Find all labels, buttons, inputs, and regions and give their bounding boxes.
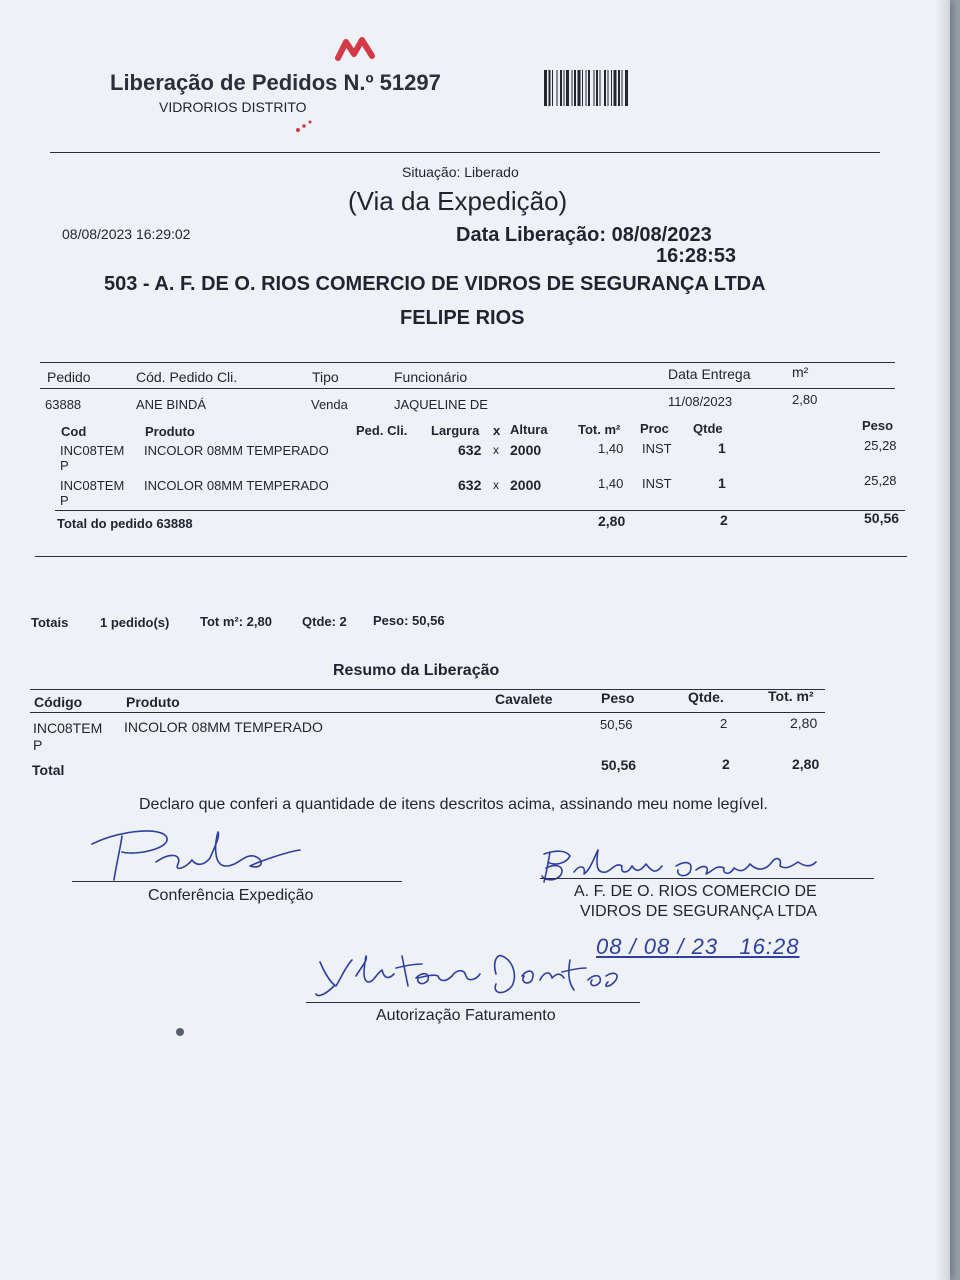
resumo-produto: INCOLOR 08MM TEMPERADO [124, 719, 323, 735]
order-data-entrega: 11/08/2023 [668, 394, 733, 409]
item-largura: 632 [458, 442, 482, 458]
item-col-tot-m2: Tot. m² [578, 422, 621, 437]
item-proc: INST [642, 441, 672, 456]
red-dots-icon [294, 118, 316, 134]
red-mark-icon [334, 36, 376, 62]
declaration-text: Declaro que conferi a quantidade de itens descritos acima, assinando meu nome legível. [139, 796, 768, 813]
resumo-col-cavalete: Cavalete [495, 691, 553, 707]
item-col-produto: Produto [145, 424, 195, 439]
situacao-label: Situação: Liberado [402, 164, 519, 180]
item-tot-m2: 1,40 [598, 441, 624, 456]
item-col-cod: Cod [61, 424, 87, 439]
signature-client-icon [536, 842, 836, 886]
order-pedido: 63888 [45, 397, 82, 412]
autorizacao-label: Autorização Faturamento [376, 1007, 556, 1024]
col-data-entrega: Data Entrega [668, 366, 751, 382]
item-produto: INCOLOR 08MM TEMPERADO [144, 478, 329, 493]
resumo-col-tot-m2: Tot. m² [768, 688, 814, 704]
item-col-peso: Peso [862, 418, 894, 433]
item-col-qtde: Qtde [693, 421, 723, 436]
order-total-label: Total do pedido 63888 [57, 516, 193, 531]
order-m2: 2,80 [792, 392, 818, 407]
data-liberacao: Data Liberação: 08/08/2023 [456, 224, 712, 246]
company-name: VIDRORIOS DISTRITO [159, 99, 307, 115]
item-col-proc: Proc [640, 421, 669, 436]
resumo-tot-m2: 2,80 [790, 715, 818, 731]
via-label: (Via da Expedição) [348, 186, 568, 216]
resumo-col-qtde: Qtde. [688, 689, 724, 705]
item-peso: 25,28 [864, 473, 897, 488]
item-cod: INC08TEM [60, 443, 125, 458]
item-altura: 2000 [510, 477, 542, 493]
order-cod-pedido-cli: ANE BINDÁ [136, 397, 207, 412]
item-qtde: 1 [718, 440, 726, 456]
resumo-qtde: 2 [720, 716, 728, 731]
col-funcionario: Funcionário [394, 369, 468, 385]
item-peso: 25,28 [864, 438, 897, 453]
col-pedido: Pedido [47, 369, 91, 385]
order-total-qtde: 2 [720, 512, 728, 528]
item-proc: INST [642, 476, 672, 491]
hora-liberacao: 16:28:53 [656, 245, 737, 267]
item-produto: INCOLOR 08MM TEMPERADO [144, 443, 329, 458]
signature-autorizacao-icon [312, 946, 642, 1004]
item-col-ped-cli: Ped. Cli. [356, 423, 408, 438]
item-largura: 632 [458, 477, 482, 493]
item-x: x [493, 443, 499, 457]
totais-qtde: Qtde: 2 [302, 614, 347, 629]
resumo-total-peso: 50,56 [601, 757, 637, 773]
resumo-col-peso: Peso [601, 690, 635, 706]
col-m2: m² [792, 364, 809, 380]
resumo-peso: 50,56 [600, 717, 633, 732]
resumo-codigo-cont: P [33, 737, 43, 753]
order-total-peso: 50,56 [864, 510, 900, 526]
resumo-col-produto: Produto [126, 694, 180, 710]
item-cod-cont: P [60, 458, 69, 473]
client-sign-line-1: A. F. DE O. RIOS COMERCIO DE [574, 883, 817, 900]
resumo-col-codigo: Código [34, 694, 83, 710]
item-cod: INC08TEM [60, 478, 125, 493]
resumo-total-label: Total [32, 762, 65, 778]
item-cod-cont: P [60, 493, 69, 508]
document-title: Liberação de Pedidos N.º 51297 [110, 70, 441, 95]
order-tipo: Venda [311, 397, 348, 412]
handwritten-date: 08 / 08 / 23 16:28 [596, 934, 800, 959]
resumo-title: Resumo da Liberação [333, 662, 500, 679]
conferencia-label: Conferência Expedição [148, 887, 314, 904]
totais-pedidos: 1 pedido(s) [100, 615, 170, 630]
item-x: x [493, 478, 499, 492]
totais-m2: Tot m²: 2,80 [200, 614, 272, 629]
col-cod-pedido-cli: Cód. Pedido Cli. [136, 369, 238, 385]
client-sign-line-2: VIDROS DE SEGURANÇA LTDA [580, 903, 818, 920]
col-tipo: Tipo [312, 369, 339, 385]
order-funcionario: JAQUELINE DE [394, 397, 488, 412]
totais-label: Totais [31, 615, 69, 630]
client-contact: FELIPE RIOS [400, 307, 525, 329]
order-total-m2: 2,80 [598, 513, 626, 529]
resumo-total-m2: 2,80 [792, 756, 820, 772]
client-name: 503 - A. F. DE O. RIOS COMERCIO DE VIDROS DE SEGURANÇA LTDA [104, 273, 766, 295]
barcode-icon [544, 70, 688, 106]
item-col-x: x [493, 423, 501, 438]
resumo-total-qtde: 2 [722, 756, 730, 772]
item-tot-m2: 1,40 [598, 476, 624, 491]
punch-hole [176, 1028, 184, 1036]
item-qtde: 1 [718, 475, 726, 491]
totais-peso: Peso: 50,56 [373, 613, 445, 628]
item-col-largura: Largura [431, 423, 480, 438]
item-col-altura: Altura [510, 422, 548, 437]
item-altura: 2000 [510, 442, 542, 458]
print-datetime: 08/08/2023 16:29:02 [62, 226, 191, 242]
resumo-codigo: INC08TEM [33, 720, 103, 736]
signature-conferencia-icon [86, 822, 326, 886]
